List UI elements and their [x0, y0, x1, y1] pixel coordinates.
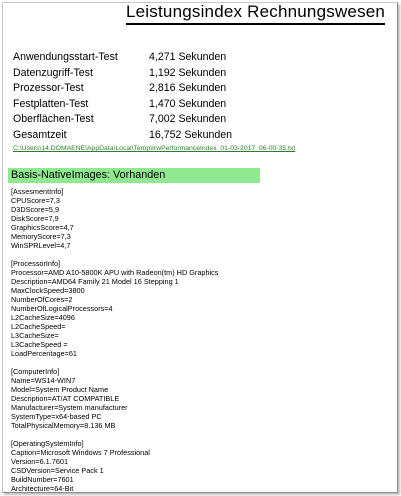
result-value: 7,002 Sekunden	[149, 113, 227, 126]
info-line: LoadPercentage=61	[11, 349, 77, 358]
info-line: Description=AT/AT COMPATIBLE	[11, 394, 120, 403]
info-line: D3DScore=5,9	[11, 205, 60, 214]
info-line: MemoryScore=7,3	[11, 232, 71, 241]
info-line: Caption=Microsoft Windows 7 Professional	[11, 448, 150, 457]
info-line: L2CacheSpeed=	[11, 322, 66, 331]
result-value: 1,470 Sekunden	[149, 97, 227, 110]
result-label: Oberflächen-Test	[13, 113, 94, 126]
result-value: 4,271 Sekunden	[149, 51, 227, 63]
info-line: MaxClockSpeed=3800	[11, 286, 85, 295]
info-section	[11, 187, 218, 250]
native-images-banner: Basis-NativeImages: Vorhanden	[8, 168, 260, 183]
info-line: CSDVersion=Service Pack 1	[11, 466, 104, 475]
info-section	[11, 367, 218, 430]
section-header: [AssesmentInfo]	[11, 187, 64, 196]
log-file-link[interactable]: C:\Users\14.DOMAENE\AppData\Local\Temp\IrwPerformanceIndex_01-03-2017_06-00-35.txt	[13, 145, 296, 152]
result-label: Gesamtzeit	[13, 128, 67, 141]
result-label: Anwendungsstart-Test	[13, 51, 118, 63]
info-line: Manufacturer=System manufacturer	[11, 403, 128, 412]
info-line: SystemType=x64-based PC	[11, 412, 102, 421]
report-title: Leistungsindex Rechnungswesen	[126, 2, 385, 25]
info-line: NumberOfCores=2	[11, 295, 73, 304]
info-line: Name=WS14-WIN7	[11, 376, 76, 385]
result-value: 1,192 Sekunden	[149, 66, 227, 79]
info-line: Architecture=64-Bit	[11, 484, 74, 493]
section-header: [ProcessorInfo]	[11, 259, 61, 268]
info-line: BuildNumber=7601	[11, 475, 74, 484]
info-line: CPUScore=7,3	[11, 196, 60, 205]
info-line: L2CacheSize=4096	[11, 313, 75, 322]
info-section	[11, 439, 218, 493]
info-line: GraphicsScore=4,7	[11, 223, 74, 232]
info-line: NumberOfLogicalProcessors=4	[11, 304, 113, 313]
info-line: WinSPRLevel=4,7	[11, 241, 71, 250]
info-line: L3CacheSize=	[11, 331, 59, 340]
system-info-block	[11, 187, 218, 493]
result-label: Festplatten-Test	[13, 97, 89, 110]
section-header: [OperatingSystemInfo]	[11, 439, 84, 448]
info-line: Version=6.1.7601	[11, 457, 69, 466]
info-line: TotalPhysicalMemory=8.136 MB	[11, 421, 116, 430]
section-header: [ComputerInfo]	[11, 367, 60, 376]
info-line: L3CacheSpeed =	[11, 340, 68, 349]
info-section	[11, 259, 218, 358]
info-line: Processor=AMD A10-5800K APU with Radeon(tm) HD Graphics	[11, 268, 219, 277]
result-value: 2,816 Sekunden	[149, 82, 227, 95]
result-label: Datenzugriff-Test	[13, 66, 93, 79]
result-label: Prozessor-Test	[13, 82, 84, 95]
info-line: Description=AMD64 Family 21 Model 16 Stepping 1	[11, 277, 179, 286]
result-value: 16,752 Sekunden	[149, 128, 233, 141]
info-line: DiskScore=7,9	[11, 214, 59, 223]
info-line: Model=System Product Name	[11, 385, 109, 394]
